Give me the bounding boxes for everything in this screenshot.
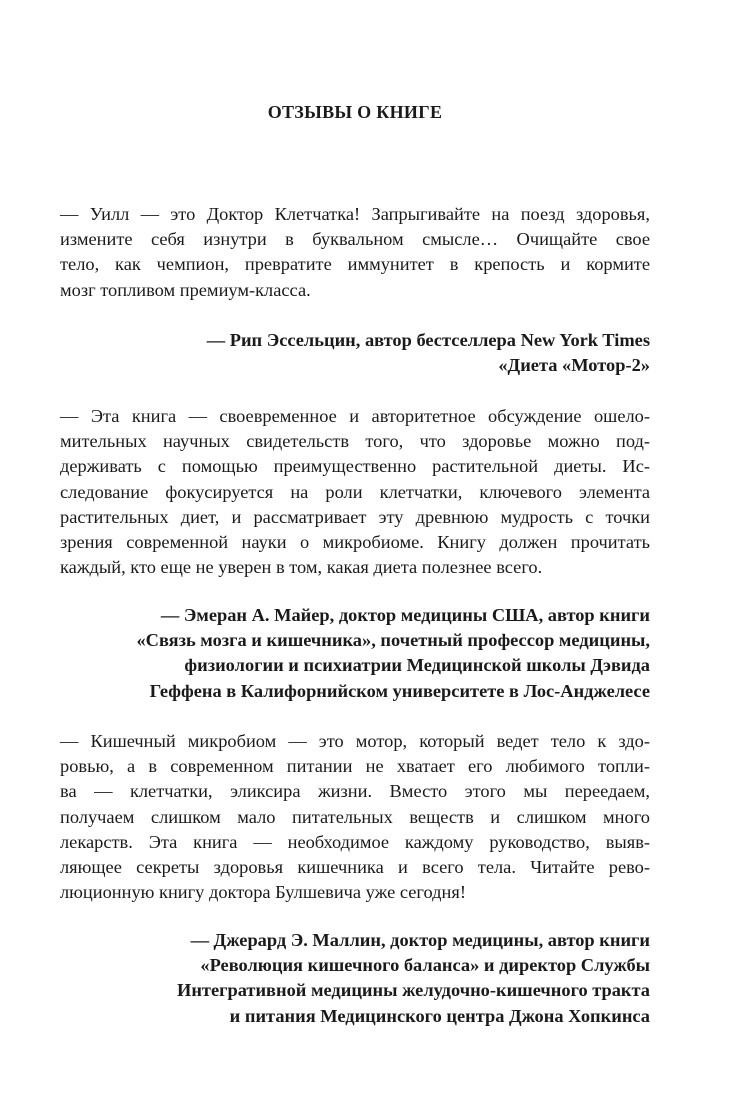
attribution-line: Интегративной медицины желудочно-кишечного тракта (177, 980, 650, 1001)
review-quote-3 (60, 729, 650, 905)
quote-line: зрения современной науки о микробиоме. Книгу должен прочитать (60, 531, 650, 552)
quote-line: мозг топливом премиум-класса. (60, 279, 311, 300)
attribution-line: «Революция кишечного баланса» и директор Службы (200, 955, 650, 976)
review-attribution-2 (60, 603, 650, 704)
review-attribution-1 (60, 328, 650, 378)
attribution-line: — Джерард Э. Маллин, доктор медицины, автор книги (190, 930, 650, 950)
quote-line: — Уилл — это Доктор Клетчатка! Запрыгивайте на поезд здоровья, (60, 204, 650, 224)
quote-line: лекарств. Эта книга — необходимое каждому руководство, выяв- (60, 831, 650, 852)
review-quote-1 (60, 202, 650, 303)
attribution-line: и питания Медицинского центра Джона Хопкинса (229, 1005, 650, 1026)
quote-line: люционную книгу доктора Булшевича уже сегодня! (60, 882, 466, 903)
quote-line: получаем слишком мало питательных веществ и слишком много (60, 806, 650, 827)
quote-line: ровью, а в современном питании не хватает его любимого топли- (60, 756, 650, 777)
attribution-line: Геффена в Калифорнийском университете в Лос-Анджелесе (149, 680, 650, 701)
quote-line: мительных научных свидетельств того, что здоровье можно под- (60, 431, 650, 452)
quote-line: ляющее секреты здоровья кишечника и всего тела. Читайте рево- (60, 856, 650, 877)
quote-line: — Кишечный микробиом — это мотор, который ведет тело к здо- (60, 731, 650, 751)
quote-line: — Эта книга — своевременное и авторитетное обсуждение ошело- (60, 406, 650, 426)
quote-line: тело, как чемпион, превратите иммунитет в крепость и кормите (60, 254, 650, 275)
quote-line: каждый, кто еще не уверен в том, какая диета полезнее всего. (60, 557, 543, 578)
quote-line: измените себя изнутри в буквальном смысле… Очищайте свое (60, 229, 650, 250)
page-title: ОТЗЫВЫ О КНИГЕ (267, 102, 443, 122)
attribution-line: — Эмеран А. Майер, доктор медицины США, автор книги (160, 605, 650, 625)
review-attribution-3 (60, 928, 650, 1029)
attribution-line: «Связь мозга и кишечника», почетный профессор медицины, (136, 630, 650, 651)
attribution-line: «Диета «Мотор-2» (498, 355, 650, 376)
quote-line: держивать с помощью преимущественно растительной диеты. Ис- (60, 456, 650, 477)
attribution-line: — Рип Эссельцин, автор бестселлера New York Times (206, 330, 650, 350)
review-quote-2 (60, 404, 650, 580)
book-page (60, 0, 650, 1104)
attribution-line: физиологии и психиатрии Медицинской школы Дэвида (184, 655, 650, 676)
quote-line: растительных диет, и рассматривает эту древнюю мудрость с точки (60, 506, 650, 527)
quote-line: ва — клетчатки, эликсира жизни. Вместо этого мы переедаем, (60, 781, 650, 802)
quote-line: следование фокусируется на роли клетчатки, ключевого элемента (60, 481, 650, 502)
